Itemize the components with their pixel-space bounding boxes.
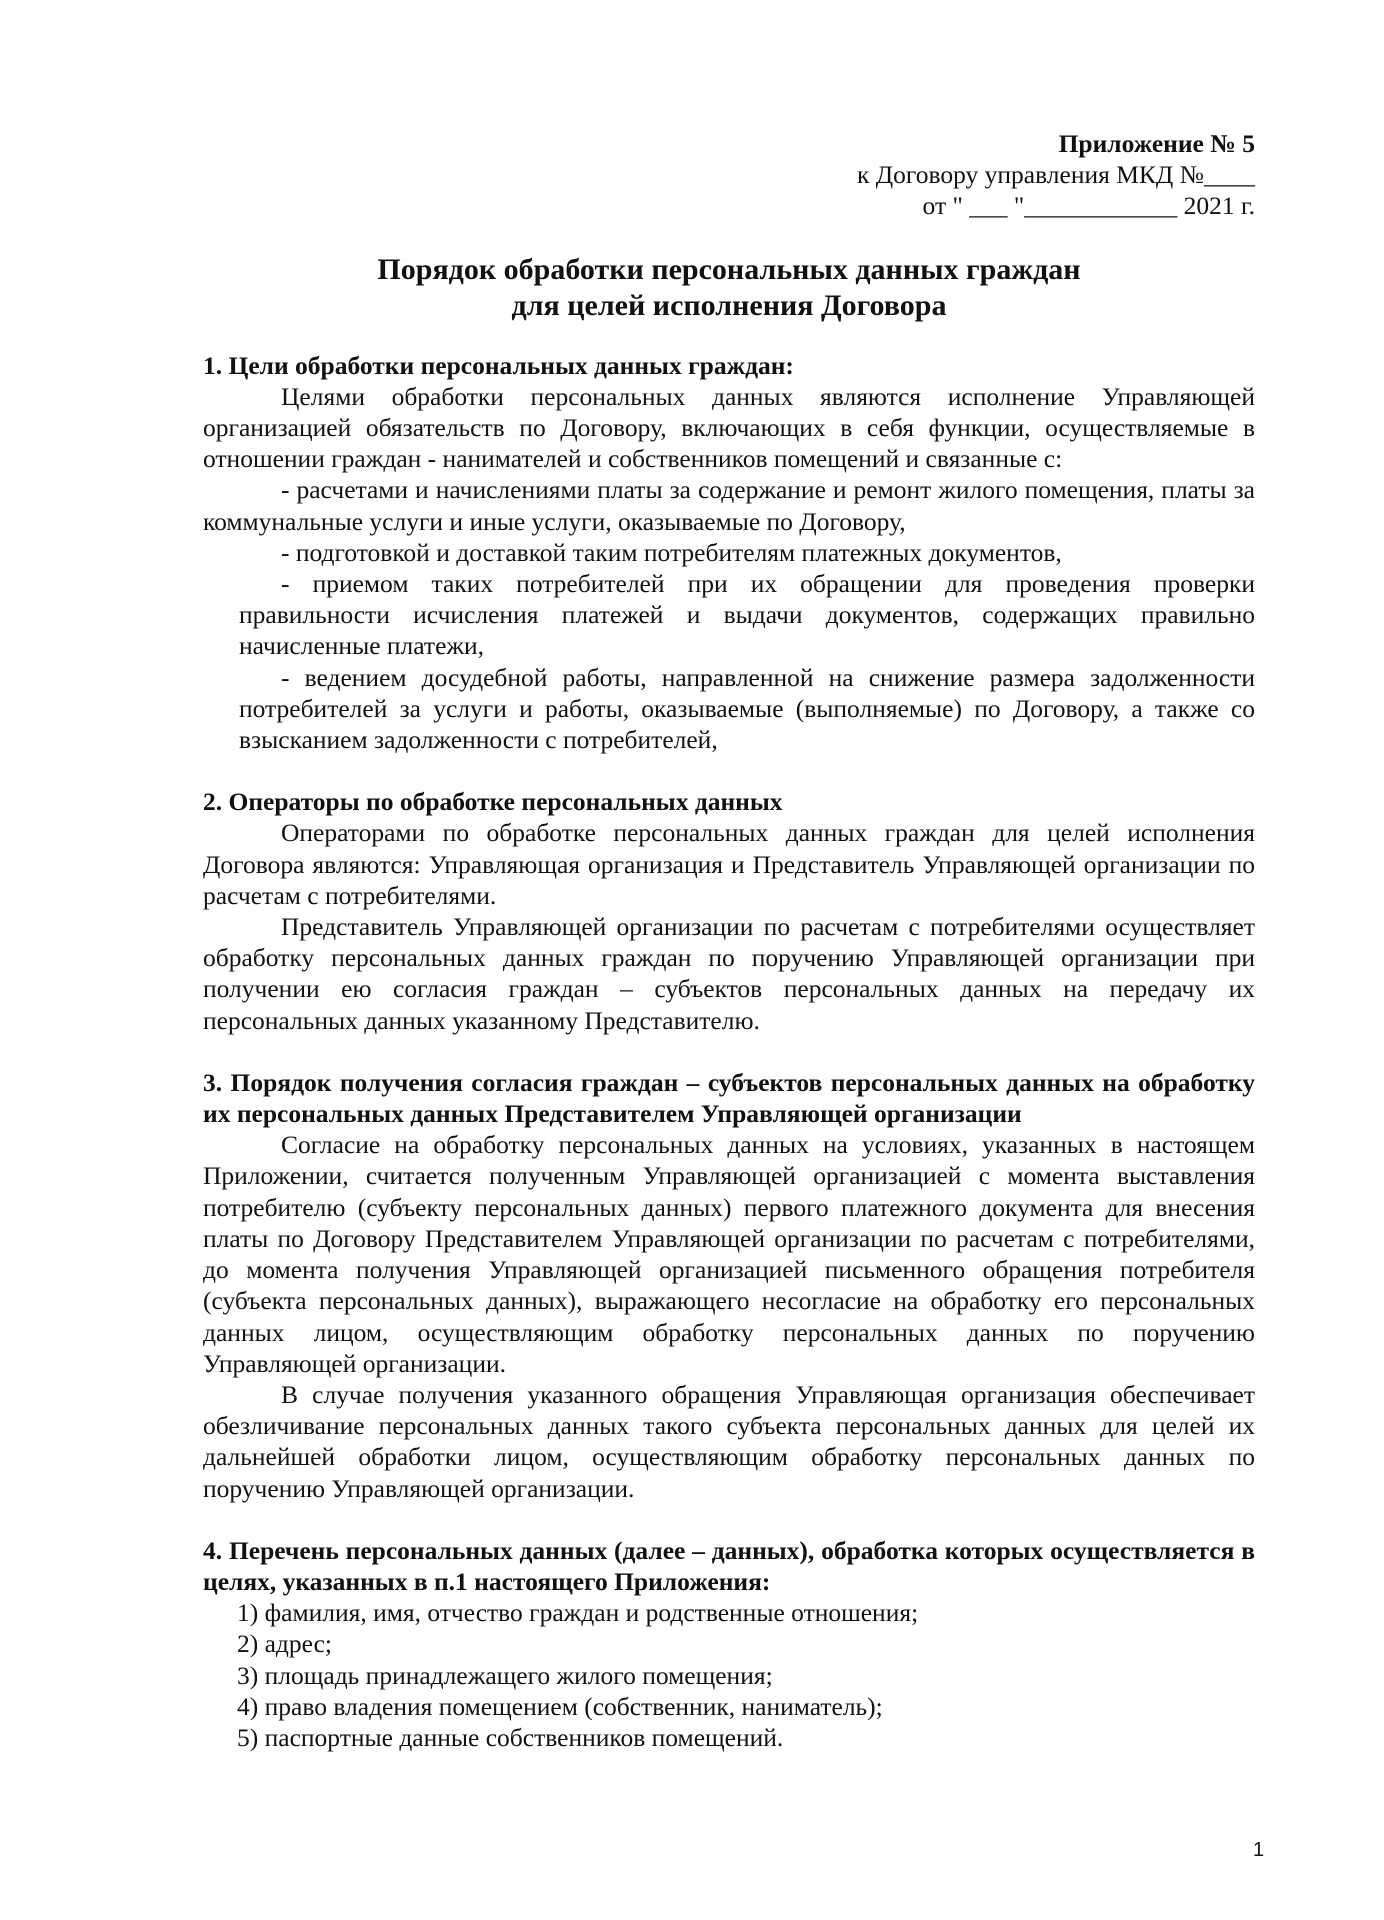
section-heading: 3. Порядок получения согласия граждан – субъектов персональных данных на обработку их персональных данных Представителем Управляющей организации: [203, 1067, 1255, 1129]
document-title-line-2: для целей исполнения Договора: [511, 288, 947, 322]
section-heading: 4. Перечень персональных данных (далее – данных), обработка которых осуществляется в целях, указанных в п.1 настоящего Приложения:: [203, 1535, 1255, 1596]
contract-reference: к Договору управления МКД №____: [856, 160, 1255, 190]
paragraph: В случае получения указанного обращения Управляющая организация обеспечивает обезличивание персональных данных такого субъекта персональных данных для целей их дальнейшей обработки лицом, осуществляющим обработку персональных данных по поручению Управляющей организации.: [203, 1379, 1255, 1503]
document-body: [203, 128, 1255, 1784]
paragraph: Представитель Управляющей организации по расчетам с потребителями осуществляет обработку персональных данных граждан по поручению Управляющей организации при получении ею согласия граждан – субъектов персональных данных на передачу их персональных данных указанному Представителю.: [203, 912, 1255, 1035]
document-title: [203, 252, 1255, 324]
list-item: 3) площадь принадлежащего жилого помещения;: [237, 1660, 773, 1690]
list-item: 1) фамилия, имя, отчество граждан и родственные отношения;: [237, 1598, 919, 1628]
section-heading: 1. Цели обработки персональных данных граждан:: [203, 350, 794, 380]
list-item: 2) адрес;: [237, 1629, 333, 1659]
appendix-header: [203, 128, 1255, 222]
personal-data-list: [203, 1597, 1255, 1753]
paragraph: Целями обработки персональных данных являются исполнение Управляющей организацией обязательств по Договору, включающих в себя функции, осуществляемые в отношении граждан - нанимателей и собственников помещений и связанные с:: [203, 381, 1255, 474]
paragraph: Согласие на обработку персональных данных на условиях, указанных в настоящем Приложении, считается полученным Управляющей организацией с момента выставления потребителю (субъекту персональных данных) первого платежного документа для внесения платы по Договору Представителем Управляющей организации по расчетам с потребителями, до момента получения Управляющей организацией письменного обращения потребителя (субъекта персональных данных), выражающего несогласие на обработку его персональных данных лицом, осуществляющим обработку персональных данных по поручению Управляющей организации.: [203, 1130, 1255, 1378]
page-number: 1: [1253, 1839, 1265, 1861]
section-heading: 2. Операторы по обработке персональных данных: [203, 787, 783, 817]
paragraph: Операторами по обработке персональных данных граждан для целей исполнения Договора являются: Управляющая организация и Представитель Управляющей организации по расчетам с потребителями.: [203, 818, 1255, 910]
bullet-item: - приемом таких потребителей при их обращении для проведения проверки правильности исчисления платежей и выдачи документов, содержащих правильно начисленные платежи,: [239, 569, 1255, 661]
document-title-line-1: Порядок обработки персональных данных граждан: [377, 252, 1081, 286]
bullet-item: - расчетами и начислениями платы за содержание и ремонт жилого помещения, платы за коммунальные услуги и иные услуги, оказываемые по Договору,: [203, 475, 1255, 536]
list-item: 5) паспортные данные собственников помещений.: [237, 1722, 784, 1752]
appendix-title: Приложение № 5: [1058, 129, 1255, 158]
bullet-item: - ведением досудебной работы, направленной на снижение размера задолженности потребителей за услуги и работы, оказываемые (выполняемые) по Договору, а также со взысканием задолженности с потребителей,: [239, 662, 1255, 755]
section-consent: [203, 1067, 1255, 1504]
section-purposes: [203, 350, 1255, 756]
bullet-item: - подготовкой и доставкой таким потребителям платежных документов,: [281, 537, 1062, 567]
section-data-list: [203, 1535, 1255, 1753]
list-item: 4) право владения помещением (собственник, наниматель);: [237, 1691, 883, 1721]
section-operators: [203, 786, 1255, 1036]
contract-date: от " ___ "____________ 2021 г.: [922, 191, 1255, 221]
